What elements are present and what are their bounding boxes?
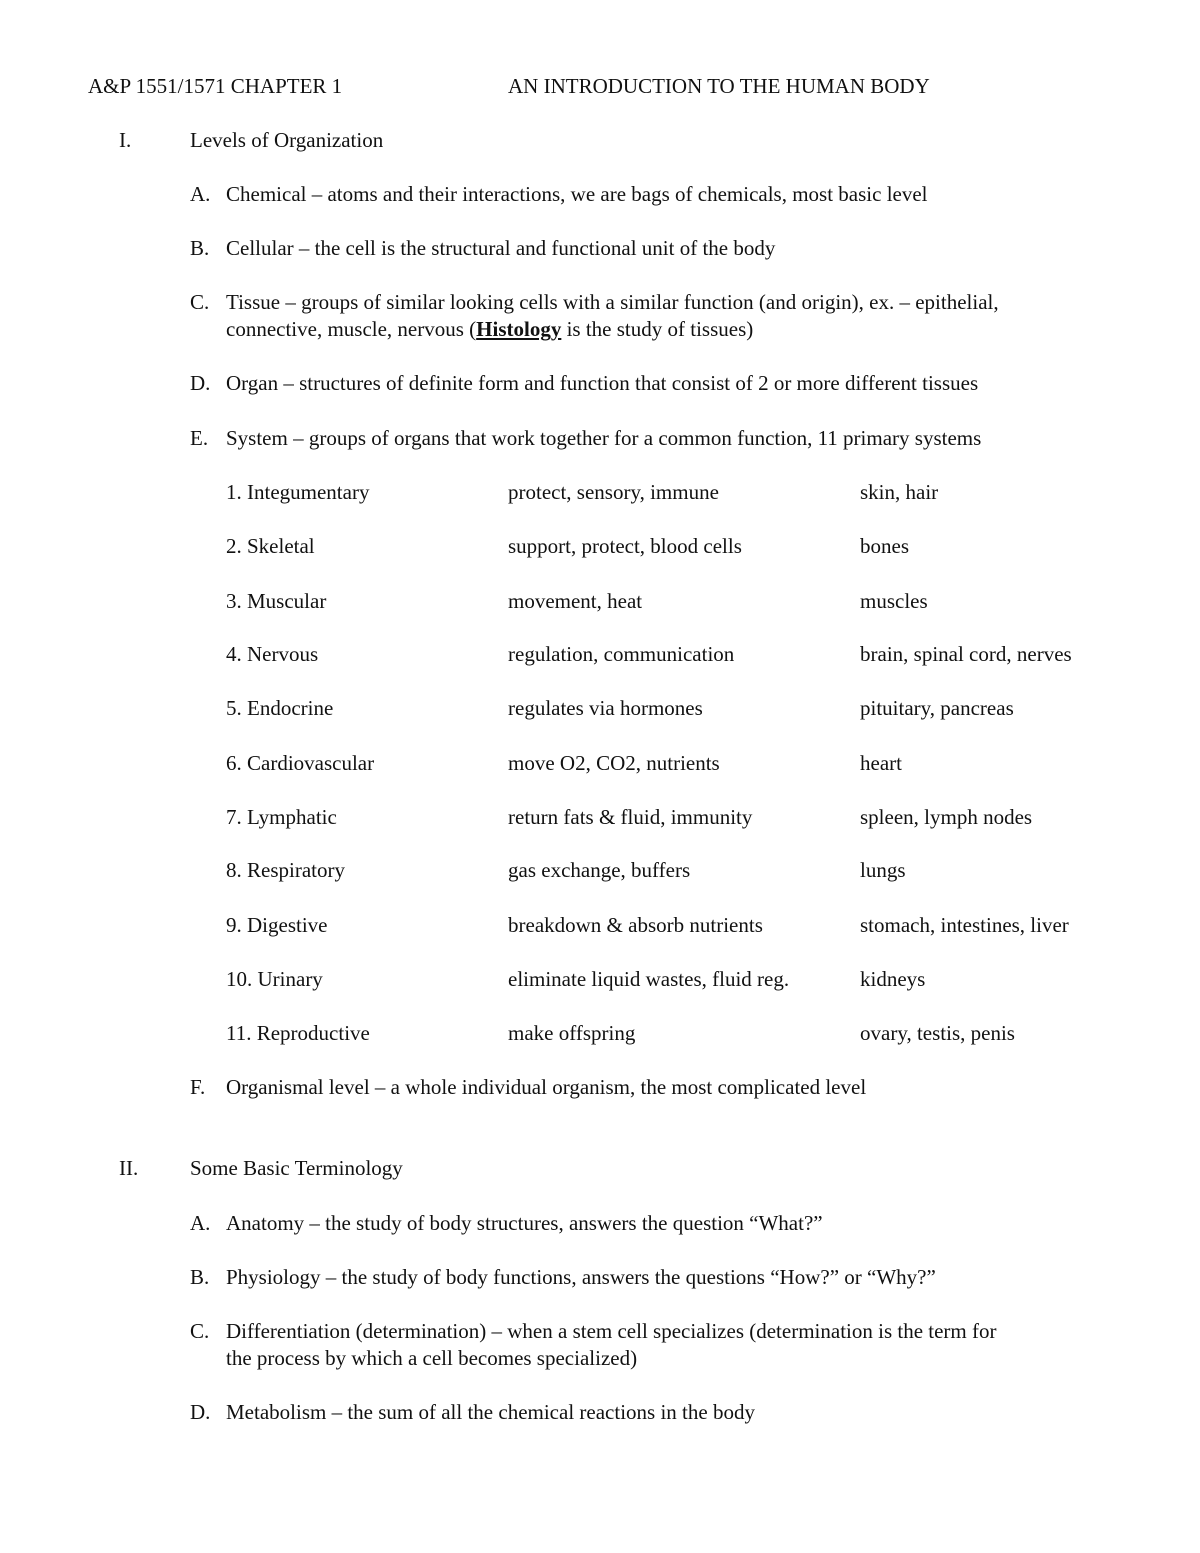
item-letter: C. — [190, 290, 210, 314]
system-name: 2. Skeletal — [226, 534, 315, 558]
system-function: regulation, communication — [508, 642, 735, 666]
item-letter: D. — [190, 1400, 211, 1424]
system-name: 10. Urinary — [226, 967, 323, 991]
tissue-line2-pre: connective, muscle, nervous ( — [226, 317, 477, 341]
item-tissue-line2 — [226, 316, 753, 342]
item-anatomy: Anatomy – the study of body structures, answers the question “What?” — [226, 1211, 823, 1235]
system-function: move O2, CO2, nutrients — [508, 751, 720, 775]
course-header: A&P 1551/1571 CHAPTER 1 — [88, 74, 343, 98]
chapter-title: AN INTRODUCTION TO THE HUMAN BODY — [508, 74, 930, 98]
system-function: gas exchange, buffers — [508, 858, 691, 882]
system-name: 1. Integumentary — [226, 480, 370, 504]
system-examples: bones — [860, 534, 909, 558]
system-examples: stomach, intestines, liver — [860, 913, 1069, 937]
item-letter: B. — [190, 1265, 210, 1289]
item-letter: A. — [190, 182, 211, 206]
item-letter: C. — [190, 1319, 210, 1343]
system-examples: pituitary, pancreas — [860, 696, 1014, 720]
item-chemical: Chemical – atoms and their interactions, we are bags of chemicals, most basic level — [226, 182, 928, 206]
system-examples: lungs — [860, 858, 906, 882]
item-organismal: Organismal level – a whole individual organism, the most complicated level — [226, 1075, 867, 1099]
system-name: 9. Digestive — [226, 913, 328, 937]
system-name: 3. Muscular — [226, 589, 327, 613]
histology-term: Histology — [476, 317, 562, 341]
system-examples: skin, hair — [860, 480, 939, 504]
item-differentiation-line2: the process by which a cell becomes specialized) — [226, 1346, 638, 1370]
system-function: regulates via hormones — [508, 696, 703, 720]
item-letter: B. — [190, 236, 210, 260]
system-function: return fats & fluid, immunity — [508, 805, 753, 829]
item-letter: F. — [190, 1075, 206, 1099]
section-2-numeral: II. — [119, 1156, 139, 1180]
system-examples: spleen, lymph nodes — [860, 805, 1033, 829]
item-organ: Organ – structures of definite form and function that consist of 2 or more different tissues — [226, 371, 979, 395]
system-name: 11. Reproductive — [226, 1021, 370, 1045]
system-examples: heart — [860, 751, 902, 775]
system-name: 8. Respiratory — [226, 858, 345, 882]
system-name: 7. Lymphatic — [226, 805, 337, 829]
system-examples: kidneys — [860, 967, 926, 991]
system-examples: brain, spinal cord, nerves — [860, 642, 1072, 666]
section-2-title: Some Basic Terminology — [190, 1156, 403, 1180]
item-physiology: Physiology – the study of body functions, answers the questions “How?” or “Why?” — [226, 1265, 936, 1289]
section-1-numeral: I. — [119, 128, 132, 152]
system-function: support, protect, blood cells — [508, 534, 742, 558]
item-system: System – groups of organs that work together for a common function, 11 primary systems — [226, 426, 982, 450]
system-name: 6. Cardiovascular — [226, 751, 375, 775]
system-examples: muscles — [860, 589, 928, 613]
system-name: 4. Nervous — [226, 642, 319, 666]
system-examples: ovary, testis, penis — [860, 1021, 1015, 1045]
system-function: breakdown & absorb nutrients — [508, 913, 763, 937]
system-function: make offspring — [508, 1021, 636, 1045]
section-1-title: Levels of Organization — [190, 128, 384, 152]
item-tissue-line1: Tissue – groups of similar looking cells with a similar function (and origin), ex. – epithelial, — [226, 290, 999, 314]
system-name: 5. Endocrine — [226, 696, 334, 720]
system-function: protect, sensory, immune — [508, 480, 719, 504]
item-metabolism: Metabolism – the sum of all the chemical reactions in the body — [226, 1400, 755, 1424]
system-function: movement, heat — [508, 589, 643, 613]
item-cellular: Cellular – the cell is the structural and functional unit of the body — [226, 236, 776, 260]
item-letter: D. — [190, 371, 211, 395]
item-letter: A. — [190, 1211, 211, 1235]
system-function: eliminate liquid wastes, fluid reg. — [508, 967, 790, 991]
item-differentiation-line1: Differentiation (determination) – when a stem cell specializes (determination is the term for — [226, 1319, 997, 1343]
item-letter: E. — [190, 426, 209, 450]
tissue-line2-post: is the study of tissues) — [561, 317, 754, 341]
